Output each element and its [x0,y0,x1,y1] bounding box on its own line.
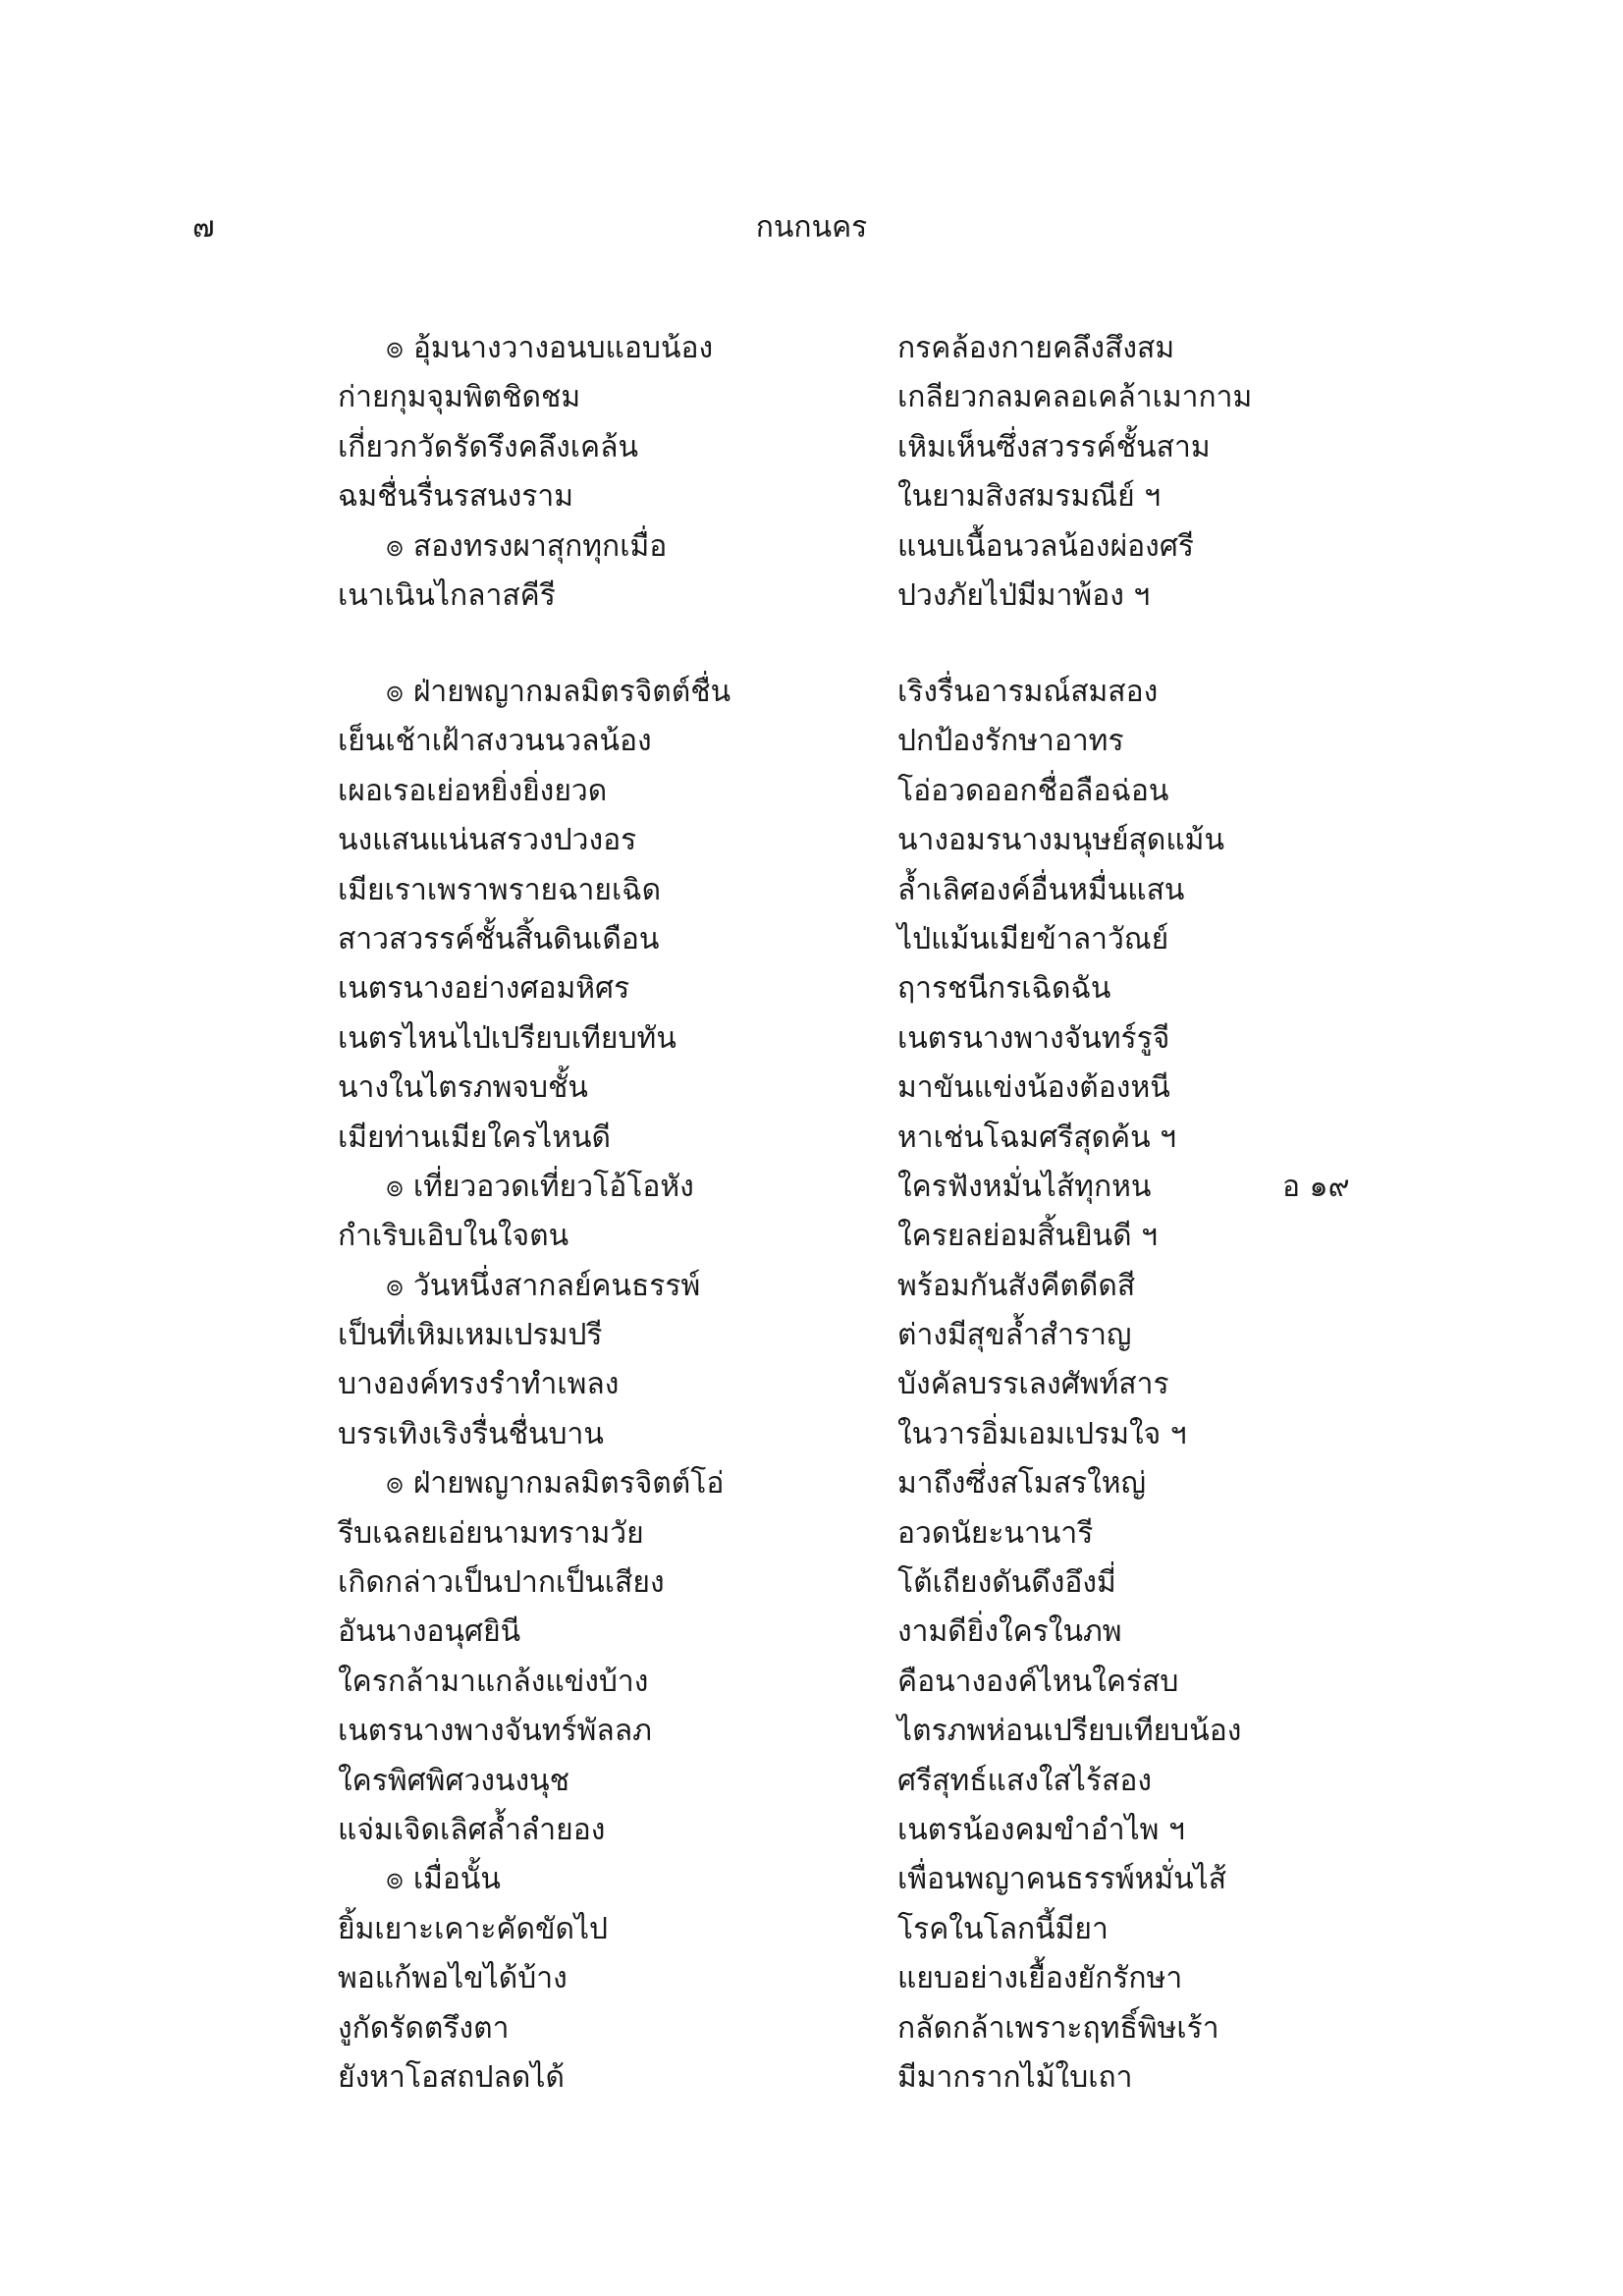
verse-line [0,816,1623,865]
verse-first-hemistich: ๏ อุ้มนางวางอนบแอบน้อง [386,331,714,365]
verse-line [0,324,1623,373]
verse-second-hemistich: อวดนัยะนานารี [897,1515,1094,1551]
verse-first-hemistich: นางในไตรภพจบชั้น [338,1070,588,1106]
verse-first-hemistich: เกี่ยวกวัดรัดรึงคลึงเคล้น [338,429,639,465]
verse-second-hemistich: ในวารอิ่มเอมเปรมใจ ฯ [897,1416,1187,1451]
verse-line [0,2053,1623,2103]
verse-line [0,767,1623,816]
verse-line [0,1558,1623,1608]
verse-line [0,1163,1623,1212]
margin-note: อ ๑๙ [1282,1169,1350,1204]
verse-first-hemistich: แจ่มเจิดเลิศล้ำลำยอง [338,1812,606,1847]
verse-line [0,373,1623,422]
verse-first-hemistich: กำเริบเอิบในใจตน [338,1219,569,1254]
verse-second-hemistich: ล้ำเลิศองค์อื่นหมื่นแสน [897,872,1185,907]
verse-second-hemistich: คือนางองค์ไหนใคร่สบ [897,1664,1179,1699]
stanza-1 [0,324,1623,621]
verse-second-hemistich: ฤารชนีกรเฉิดฉัน [897,971,1111,1007]
verse-second-hemistich: ต่างมีสุขล้ำสำราญ [897,1318,1132,1353]
verse-line [0,1114,1623,1163]
verse-first-hemistich: เป็นที่เหิมเหมเปรมปรี [338,1318,603,1353]
verse-line [0,668,1623,717]
verse-line [0,572,1623,621]
verse-first-hemistich: เนตรนางพางจันทร์พัลลภ [338,1714,652,1749]
verse-second-hemistich: เหิมเห็นซึ่งสวรรค์ชั้นสาม [897,429,1211,465]
verse-second-hemistich: เริงรื่นอารมณ์สมสอง [897,675,1159,709]
verse-line [0,1410,1623,1459]
verse-second-hemistich: มาถึงซึ่งสโมสรใหญ่ [897,1466,1147,1502]
verse-line [0,1954,1623,2003]
verse-line [0,717,1623,766]
verse-second-hemistich: มีมากรากไม้ใบเถา [897,2059,1133,2095]
verse-second-hemistich: ในยามสิงสมรมณีย์ ฯ [897,479,1162,515]
verse-second-hemistich: โรคในโลกนี้มียา [897,1911,1109,1946]
verse-line [0,1905,1623,1954]
running-title: กนกนคร [755,210,868,245]
verse-first-hemistich: ๏ สองทรงผาสุกทุกเมื่อ [386,528,668,564]
verse-second-hemistich: ใครฟังหมั่นไส้ทุกหน [897,1169,1152,1204]
verse-second-hemistich: เพื่อนพญาคนธรรพ์หมั่นไส้ [897,1862,1227,1897]
verse-line [0,1064,1623,1113]
verse-second-hemistich: พร้อมกันสังคีตดีดสี [897,1268,1136,1303]
stanza-2 [0,668,1623,2103]
verse-line [0,1360,1623,1409]
verse-first-hemistich: เนตรนางอย่างศอมหิศร [338,971,630,1007]
verse-line [0,964,1623,1013]
verse-second-hemistich: แนบเนื้อนวลน้องผ่องศรี [897,528,1194,564]
verse-line [0,1707,1623,1756]
verse-second-hemistich: โต้เถียงดันดึงอึงมี่ [897,1565,1116,1601]
verse-first-hemistich: นงแสนแน่นสรวงปวงอร [338,823,637,858]
verse-second-hemistich: โอ่อวดออกชื่อลือฉ่อน [897,773,1169,808]
verse-line [0,1262,1623,1311]
verse-first-hemistich: ๏ ฝ่ายพญากมลมิตรจิตต์ชื่น [386,675,731,709]
verse-first-hemistich: ก่ายกุมจุมพิตชิดชม [338,380,581,415]
verse-second-hemistich: ไตรภพห่อนเปรียบเทียบน้อง [897,1714,1242,1749]
verse-line [0,1855,1623,1904]
verse-line [0,1509,1623,1558]
verse-first-hemistich: ใครพิศพิศวงนงนุช [338,1763,569,1798]
verse-second-hemistich: ปวงภัยไป่มีมาพ้อง ฯ [897,577,1151,613]
verse-first-hemistich: บางองค์ทรงรำทำเพลง [338,1367,620,1402]
verse-first-hemistich: เผอเรอเย่อหยิ่งยิ่งยวด [338,773,608,808]
verse-line [0,1459,1623,1508]
verse-first-hemistich: งูกัดรัดตรึงตา [338,2010,510,2046]
verse-first-hemistich: สาวสวรรค์ชั้นสิ้นดินเดือน [338,921,660,957]
verse-line [0,915,1623,964]
verse-second-hemistich: งามดียิ่งใครในภพ [897,1614,1122,1650]
verse-second-hemistich: เนตรน้องคมขำอำไพ ฯ [897,1812,1185,1847]
verse-first-hemistich: เย็นเช้าเฝ้าสงวนนวลน้อง [338,724,652,759]
verse-second-hemistich: เนตรนางพางจันทร์รูจี [897,1020,1170,1056]
verse-first-hemistich: เกิดกล่าวเป็นปากเป็นเสียง [338,1565,665,1601]
verse-second-hemistich: มาขันแข่งน้องต้องหนี [897,1070,1170,1106]
verse-second-hemistich: เกลียวกลมคลอเคล้าเมากาม [897,380,1253,415]
verse-second-hemistich: กรคล้องกายคลึงสึงสม [897,331,1175,365]
verse-line [0,1658,1623,1707]
verse-first-hemistich: เมียท่านเมียใครไหนดี [338,1120,612,1155]
verse-second-hemistich: นางอมรนางมนุษย์สุดแม้น [897,823,1224,858]
verse-line [0,2004,1623,2053]
verse-first-hemistich: ยิ้มเยาะเคาะคัดขัดไป [338,1911,609,1946]
verse-second-hemistich: ปกป้องรักษาอาทร [897,724,1124,759]
verse-first-hemistich: เนาเนินไกลาสคีรี [338,577,556,613]
verse-second-hemistich: กลัดกล้าเพราะฤทธิ์พิษเร้า [897,2010,1219,2046]
verse-first-hemistich: ใครกล้ามาแกล้งแข่งบ้าง [338,1664,649,1699]
verse-line [0,472,1623,521]
verse-line [0,1757,1623,1806]
verse-first-hemistich: อันนางอนุศยินี [338,1614,521,1650]
verse-second-hemistich: หาเช่นโฉมศรีสุดค้น ฯ [897,1120,1176,1155]
verse-second-hemistich: ใครยลย่อมสิ้นยินดี ฯ [897,1219,1158,1254]
verse-first-hemistich: ๏ ฝ่ายพญากมลมิตรจิตต์โอ่ [386,1466,725,1502]
verse-first-hemistich: เมียเราเพราพรายฉายเฉิด [338,872,662,907]
verse-first-hemistich: ๏ เที่ยวอวดเที่ยวโอ้โอหัง [386,1169,694,1204]
verse-line [0,1014,1623,1064]
verse-first-hemistich: ๏ วันหนึ่งสากลย์คนธรรพ์ [386,1268,701,1303]
verse-first-hemistich: รีบเฉลยเอ่ยนามทรามวัย [338,1515,644,1551]
verse-second-hemistich: บังคัลบรรเลงศัพท์สาร [897,1367,1169,1402]
verse-second-hemistich: ศรีสุทธ์แสงใสไร้สอง [897,1763,1152,1798]
verse-first-hemistich: เนตรไหนไป่เปรียบเทียบทัน [338,1020,676,1056]
verse-line [0,866,1623,915]
verse-second-hemistich: แยบอย่างเยื้องยักรักษา [897,1961,1183,1996]
verse-line [0,522,1623,572]
verse-line [0,1806,1623,1855]
verse-line [0,423,1623,472]
verse-second-hemistich: ไป่แม้นเมียข้าลาวัณย์ [897,921,1169,957]
verse-first-hemistich: ๏ เมื่อนั้น [386,1862,501,1897]
verse-line [0,1212,1623,1261]
verse-line [0,1608,1623,1657]
verse-first-hemistich: ฉมชื่นรื่นรสนงราม [338,479,574,515]
page-number: ๗ [192,210,215,245]
verse-first-hemistich: พอแก้พอไขได้บ้าง [338,1961,568,1996]
verse-line [0,1311,1623,1360]
verse-first-hemistich: บรรเทิงเริงรื่นชื่นบาน [338,1416,604,1451]
verse-first-hemistich: ยังหาโอสถปลดได้ [338,2059,565,2095]
